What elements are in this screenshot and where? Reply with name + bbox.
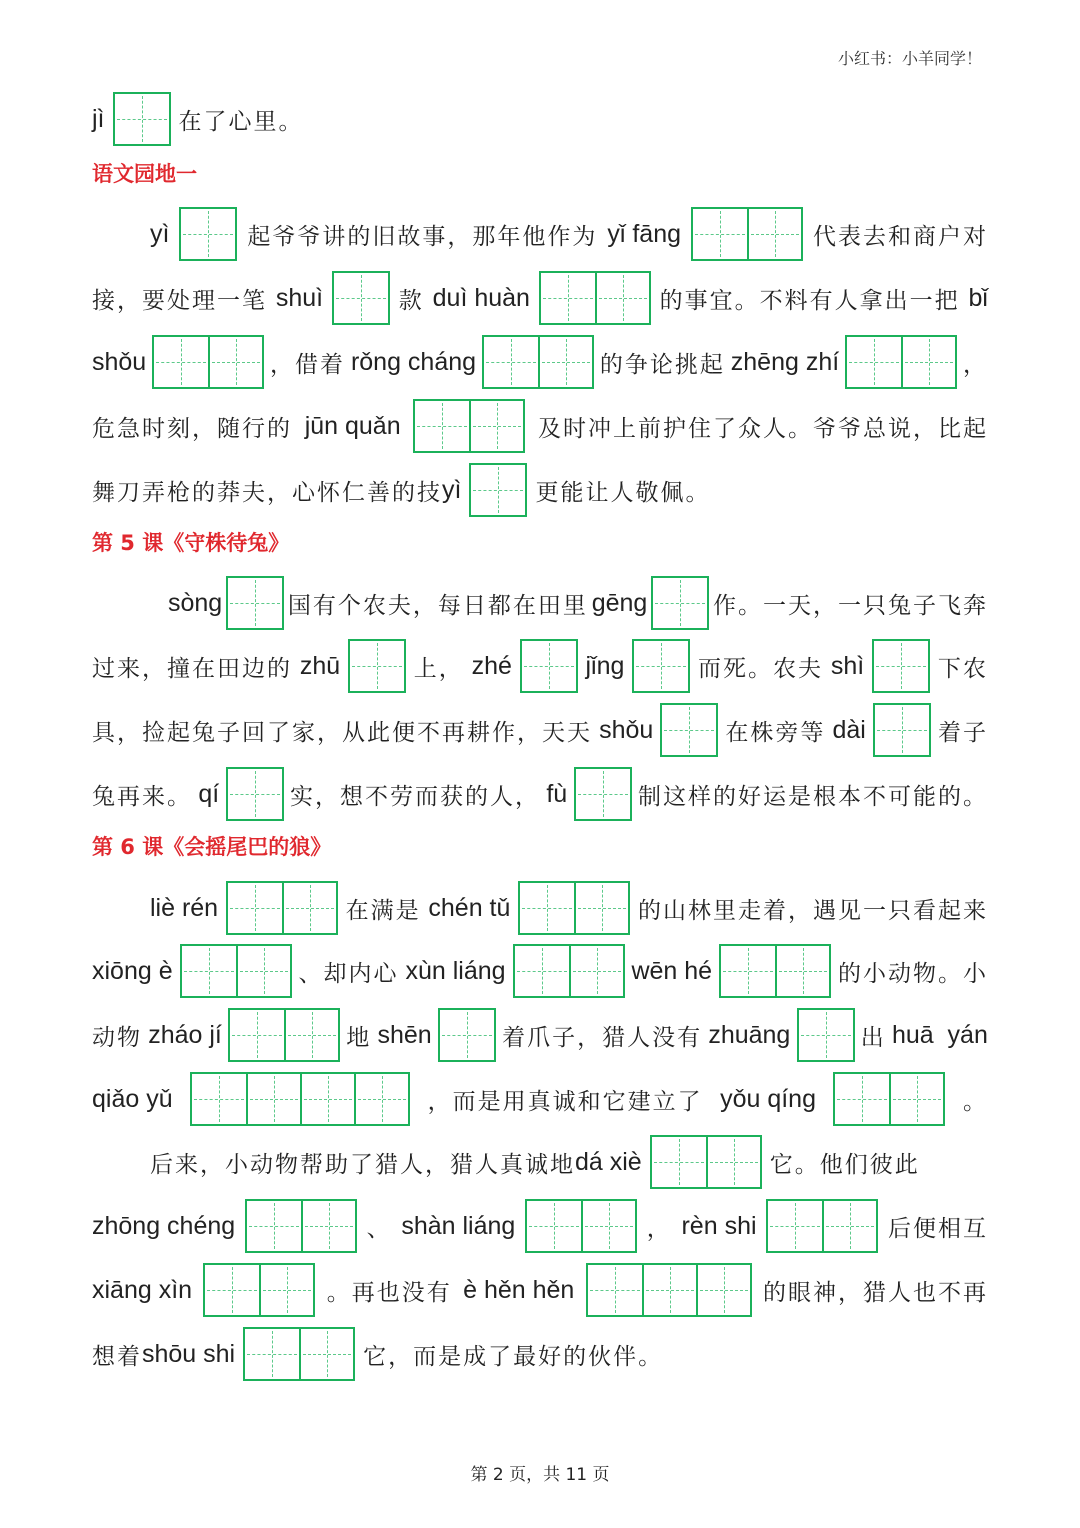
pinyin: zháo jí <box>148 1020 222 1049</box>
write-box-2[interactable] <box>152 335 264 389</box>
pinyin: chén tǔ <box>428 893 511 922</box>
sentence-line <box>92 1325 988 1383</box>
pinyin: huā yán <box>891 1020 988 1049</box>
text: 的小动物。小 <box>838 960 988 987</box>
sentence-line <box>92 1261 988 1319</box>
text: 。再也没有 <box>326 1279 452 1306</box>
pinyin: qiǎo yǔ <box>92 1084 173 1113</box>
write-box-1[interactable] <box>438 1008 496 1062</box>
sentence-line <box>150 1133 988 1191</box>
write-box-2[interactable] <box>719 944 831 998</box>
write-box-1[interactable] <box>660 703 718 757</box>
text: 接，要处理一笔 <box>92 287 267 314</box>
text: 着子 <box>937 719 988 746</box>
text: 上， <box>413 655 464 682</box>
section-title-yuwen-yuandi: 语文园地一 <box>92 162 197 186</box>
pinyin: xiōng è <box>92 956 173 985</box>
write-box-2[interactable] <box>245 1199 357 1253</box>
pinyin: shōu shi <box>142 1339 236 1368</box>
write-box-1[interactable] <box>179 207 237 261</box>
write-box-1[interactable] <box>873 703 931 757</box>
text: 款 <box>398 287 424 314</box>
write-box-4[interactable] <box>190 1072 410 1126</box>
write-box-2[interactable] <box>525 1199 637 1253</box>
text: 着爪子，猎人没有 <box>502 1024 703 1051</box>
text: 后来，小动物帮助了猎人，猎人真诚地 <box>150 1151 575 1178</box>
write-box-2[interactable] <box>413 399 525 453</box>
pinyin: zhōng chéng <box>92 1211 236 1240</box>
text: 及时冲上前护住了众人。爷爷总说，比起 <box>538 415 988 442</box>
text: 在了心里。 <box>178 108 304 135</box>
sentence-line <box>92 90 988 148</box>
pinyin: yǐ fāng <box>607 219 682 248</box>
text: 作。一天，一只兔子飞奔 <box>712 592 988 619</box>
text: ， <box>963 351 988 378</box>
text: 出 <box>860 1024 886 1051</box>
write-box-1[interactable] <box>651 576 709 630</box>
sentence-line <box>92 333 988 391</box>
text: 它，而是成了最好的伙伴。 <box>363 1343 664 1370</box>
write-box-2[interactable] <box>691 207 803 261</box>
text: 舞刀弄枪的莽夫，心怀仁善的技 <box>92 479 442 506</box>
text: 更能让人敬佩。 <box>535 479 711 506</box>
text: 。 <box>962 1088 988 1115</box>
pinyin: zhū <box>299 651 341 680</box>
pinyin: bǐ <box>968 283 988 312</box>
watermark: 小红书：小羊同学！ <box>837 49 982 68</box>
pinyin: zhé <box>471 651 512 680</box>
pinyin: shì <box>830 651 865 680</box>
pinyin: dài <box>832 715 866 744</box>
pinyin: dá xiè <box>575 1147 642 1176</box>
text: 实，想不劳而获的人， <box>289 783 540 810</box>
write-box-1[interactable] <box>520 639 578 693</box>
write-box-2[interactable] <box>845 335 957 389</box>
text: 的眼神，猎人也不再 <box>763 1279 988 1306</box>
text: 具，捡起兔子回了家，从此便不再耕作，天天 <box>92 719 592 746</box>
pinyin: rèn shi <box>681 1211 757 1240</box>
pinyin: shǒu <box>599 715 654 744</box>
text: 它。他们彼此 <box>769 1151 920 1178</box>
page-number: 第 2 页，共 11 页 <box>470 1465 610 1485</box>
text: 起爷爷讲的旧故事，那年他作为 <box>247 223 598 250</box>
text: 过来，撞在田边的 <box>92 655 292 682</box>
text: 的争论挑起 <box>599 351 725 378</box>
text: 制这样的好运是根本不可能的。 <box>637 783 988 810</box>
write-box-1[interactable] <box>632 639 690 693</box>
write-box-1[interactable] <box>113 92 171 146</box>
write-box-2[interactable] <box>226 881 338 935</box>
pinyin: fù <box>546 779 568 808</box>
text: 而死。农夫 <box>698 655 824 682</box>
pinyin: wēn hé <box>631 956 713 985</box>
pinyin: jūn quǎn <box>304 411 401 440</box>
text: 地 <box>346 1024 372 1051</box>
write-box-2[interactable] <box>513 944 625 998</box>
write-box-2[interactable] <box>518 881 630 935</box>
text: 后便相互 <box>887 1215 988 1242</box>
pinyin: shuì <box>275 283 324 312</box>
sentence-line <box>92 397 988 455</box>
text: 动物 <box>92 1024 142 1051</box>
sentence-line <box>150 205 988 263</box>
write-box-1[interactable] <box>797 1008 855 1062</box>
pinyin: zhuāng <box>708 1020 791 1049</box>
section-title-lesson-6: 第 6 课《会摇尾巴的狼》 <box>92 835 332 859</box>
section-title-lesson-5: 第 5 课《守株待兔》 <box>92 531 290 555</box>
text: 在株旁等 <box>725 719 826 746</box>
write-box-2[interactable] <box>833 1072 945 1126</box>
sentence-line <box>168 574 988 632</box>
text: 下农 <box>937 655 988 682</box>
pinyin: gēng <box>591 588 648 617</box>
text: 想着 <box>92 1343 142 1370</box>
write-box-1[interactable] <box>872 639 930 693</box>
sentence-line <box>92 1197 988 1255</box>
sentence-line <box>92 1006 988 1064</box>
text: 的事宜。不料有人拿出一把 <box>659 287 960 314</box>
pinyin: è hěn hěn <box>463 1275 575 1304</box>
write-box-2[interactable] <box>650 1135 762 1189</box>
write-box-1[interactable] <box>226 767 284 821</box>
pinyin: rǒng cháng <box>350 347 477 376</box>
write-box-2[interactable] <box>243 1327 355 1381</box>
text: ，借着 <box>270 351 346 378</box>
pinyin: liè rén <box>150 893 219 922</box>
write-box-1[interactable] <box>348 639 406 693</box>
pinyin: duì huàn <box>432 283 530 312</box>
pinyin: xùn liáng <box>405 956 506 985</box>
pinyin: shàn liáng <box>401 1211 516 1240</box>
pinyin: sòng <box>168 588 223 617</box>
sentence-line <box>92 269 988 327</box>
write-box-1[interactable] <box>332 271 390 325</box>
write-box-2[interactable] <box>203 1263 315 1317</box>
pinyin: yì <box>150 219 170 248</box>
text: 在满是 <box>345 897 421 924</box>
text: 危急时刻，随行的 <box>92 415 292 442</box>
text: 的山林里走着，遇见一只看起来 <box>637 897 988 924</box>
text: 国有个农夫，每日都在田里 <box>287 592 588 619</box>
pinyin: xiāng xìn <box>92 1275 193 1304</box>
sentence-line <box>150 879 988 937</box>
pinyin: shēn <box>377 1020 432 1049</box>
text: ，而是用真诚和它建立了 <box>427 1088 703 1115</box>
text: ， <box>646 1215 672 1242</box>
text: 、 <box>366 1215 392 1242</box>
pinyin: yì <box>442 475 462 504</box>
write-box-2[interactable] <box>482 335 594 389</box>
pinyin: zhēng zhí <box>730 347 840 376</box>
pinyin: shǒu <box>92 347 147 376</box>
write-box-2[interactable] <box>766 1199 878 1253</box>
sentence-line <box>92 1070 988 1128</box>
write-box-1[interactable] <box>469 463 527 517</box>
write-box-1[interactable] <box>574 767 632 821</box>
sentence-line <box>92 942 988 1000</box>
sentence-line <box>92 765 988 823</box>
write-box-3[interactable] <box>586 1263 752 1317</box>
pinyin: jǐng <box>585 651 625 680</box>
sentence-line <box>92 637 988 695</box>
write-box-1[interactable] <box>226 576 284 630</box>
text: 兔再来。 <box>92 783 192 810</box>
text: 代表去和商户对 <box>812 223 988 250</box>
write-box-2[interactable] <box>180 944 292 998</box>
text: 、却内心 <box>298 960 399 987</box>
pinyin: jì <box>92 104 105 133</box>
sentence-line <box>92 701 988 759</box>
sentence-line <box>92 461 988 519</box>
pinyin: yǒu qíng <box>720 1084 816 1113</box>
write-box-2[interactable] <box>228 1008 340 1062</box>
pinyin: qí <box>198 779 220 808</box>
write-box-2[interactable] <box>539 271 651 325</box>
